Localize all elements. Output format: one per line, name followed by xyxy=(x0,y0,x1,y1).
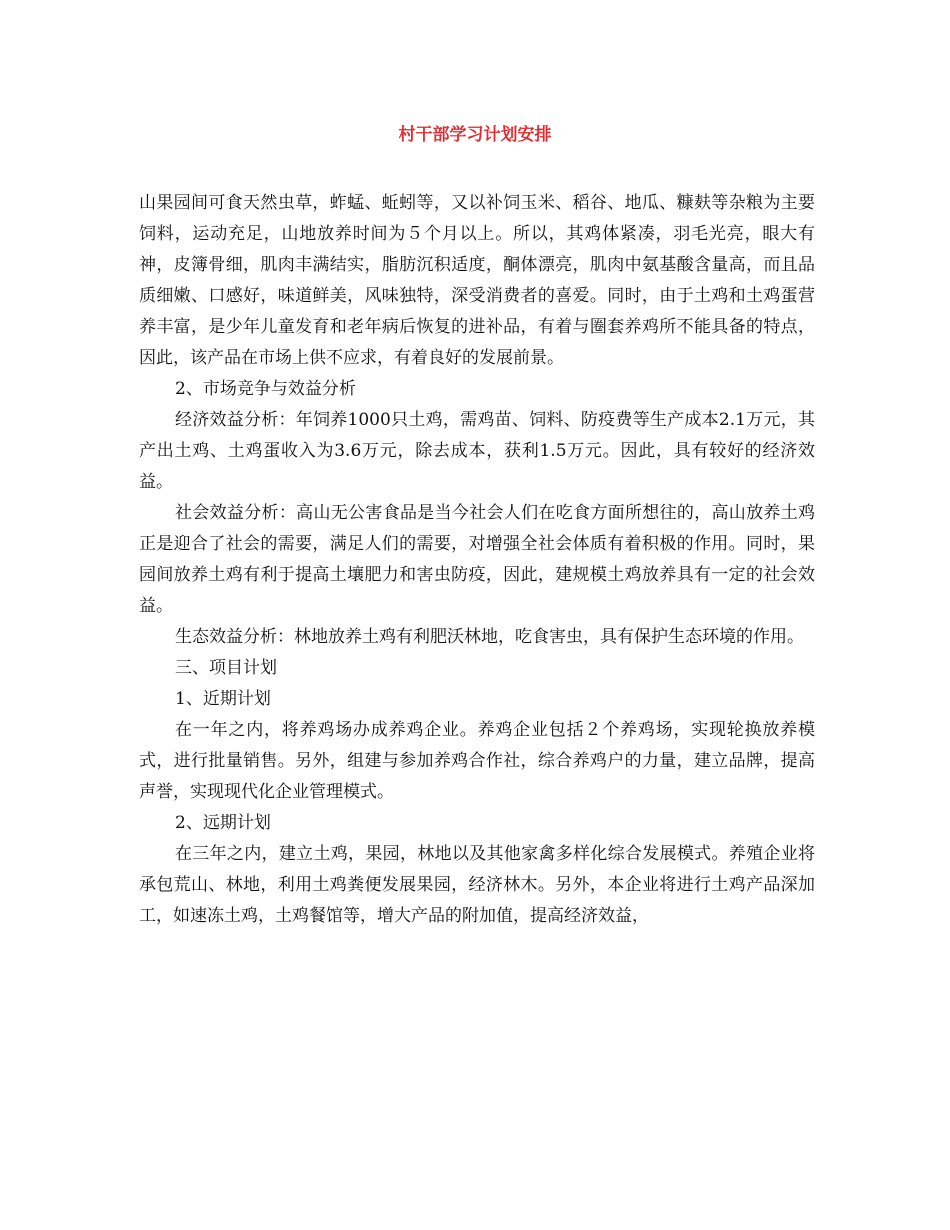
paragraph-short-term-plan: 在一年之内，将养鸡场办成养鸡企业。养鸡企业包括２个养鸡场，实现轮换放养模式，进行批量销售。另外，组建与参加养鸡合作社，综合养鸡户的力量，建立品牌，提高声誉，实现现代化企业管理模式。 xyxy=(139,720,815,802)
heading-long-term-plan: 2、远期计划 xyxy=(175,813,271,833)
document-body xyxy=(139,188,815,932)
paragraph-economic-benefit: 经济效益分析：年饲养1000只土鸡，需鸡苗、饲料、防疫费等生产成本2.1万元，其产出土鸡、土鸡蛋收入为3.6万元，除去成本，获利1.5万元。因此，具有较好的经济效益。 xyxy=(139,410,815,492)
heading-market-competition: 2、市场竞争与效益分析 xyxy=(175,379,356,399)
heading-project-plan: 三、项目计划 xyxy=(175,658,277,678)
document-title: 村干部学习计划安排 xyxy=(398,125,552,145)
paragraph-social-benefit: 社会效益分析：高山无公害食品是当今社会人们在吃食方面所想往的，高山放养土鸡正是迎合了社会的需要，满足人们的需要，对增强全社会体质有着积极的作用。同时，果园间放养土鸡有利于提高土壤肥力和害虫防疫，因此，建规模土鸡放养具有一定的社会效益。 xyxy=(139,503,815,616)
paragraph-intro-continuation: 山果园间可食天然虫草，蚱蜢、蚯蚓等，又以补饲玉米、稻谷、地瓜、糠麸等杂粮为主要饲料，运动充足，山地放养时间为５个月以上。所以，其鸡体紧凑，羽毛光亮，眼大有神，皮簿骨细，肌肉丰满结实，脂肪沉积适度，酮体漂亮，肌肉中氨基酸含量高，而且品质细嫩、口感好，味道鲜美，风味独特，深受消费者的喜爱。同时，由于土鸡和土鸡蛋营养丰富，是少年儿童发育和老年病后恢复的进补品，有着与圈套养鸡所不能具备的特点，因此，该产品在市场上供不应求，有着良好的发展前景。 xyxy=(139,193,815,368)
paragraph-long-term-plan: 在三年之内，建立土鸡，果园，林地以及其他家禽多样化综合发展模式。养殖企业将承包荒山、林地，利用土鸡粪便发展果园，经济林木。另外，本企业将进行土鸡产品深加工，如速冻土鸡，土鸡餐馆等，增大产品的附加值，提高经济效益， xyxy=(139,844,815,926)
heading-short-term-plan: 1、近期计划 xyxy=(175,689,271,709)
paragraph-ecological-benefit: 生态效益分析：林地放养土鸡有利肥沃林地，吃食害虫，具有保护生态环境的作用。 xyxy=(175,627,804,647)
